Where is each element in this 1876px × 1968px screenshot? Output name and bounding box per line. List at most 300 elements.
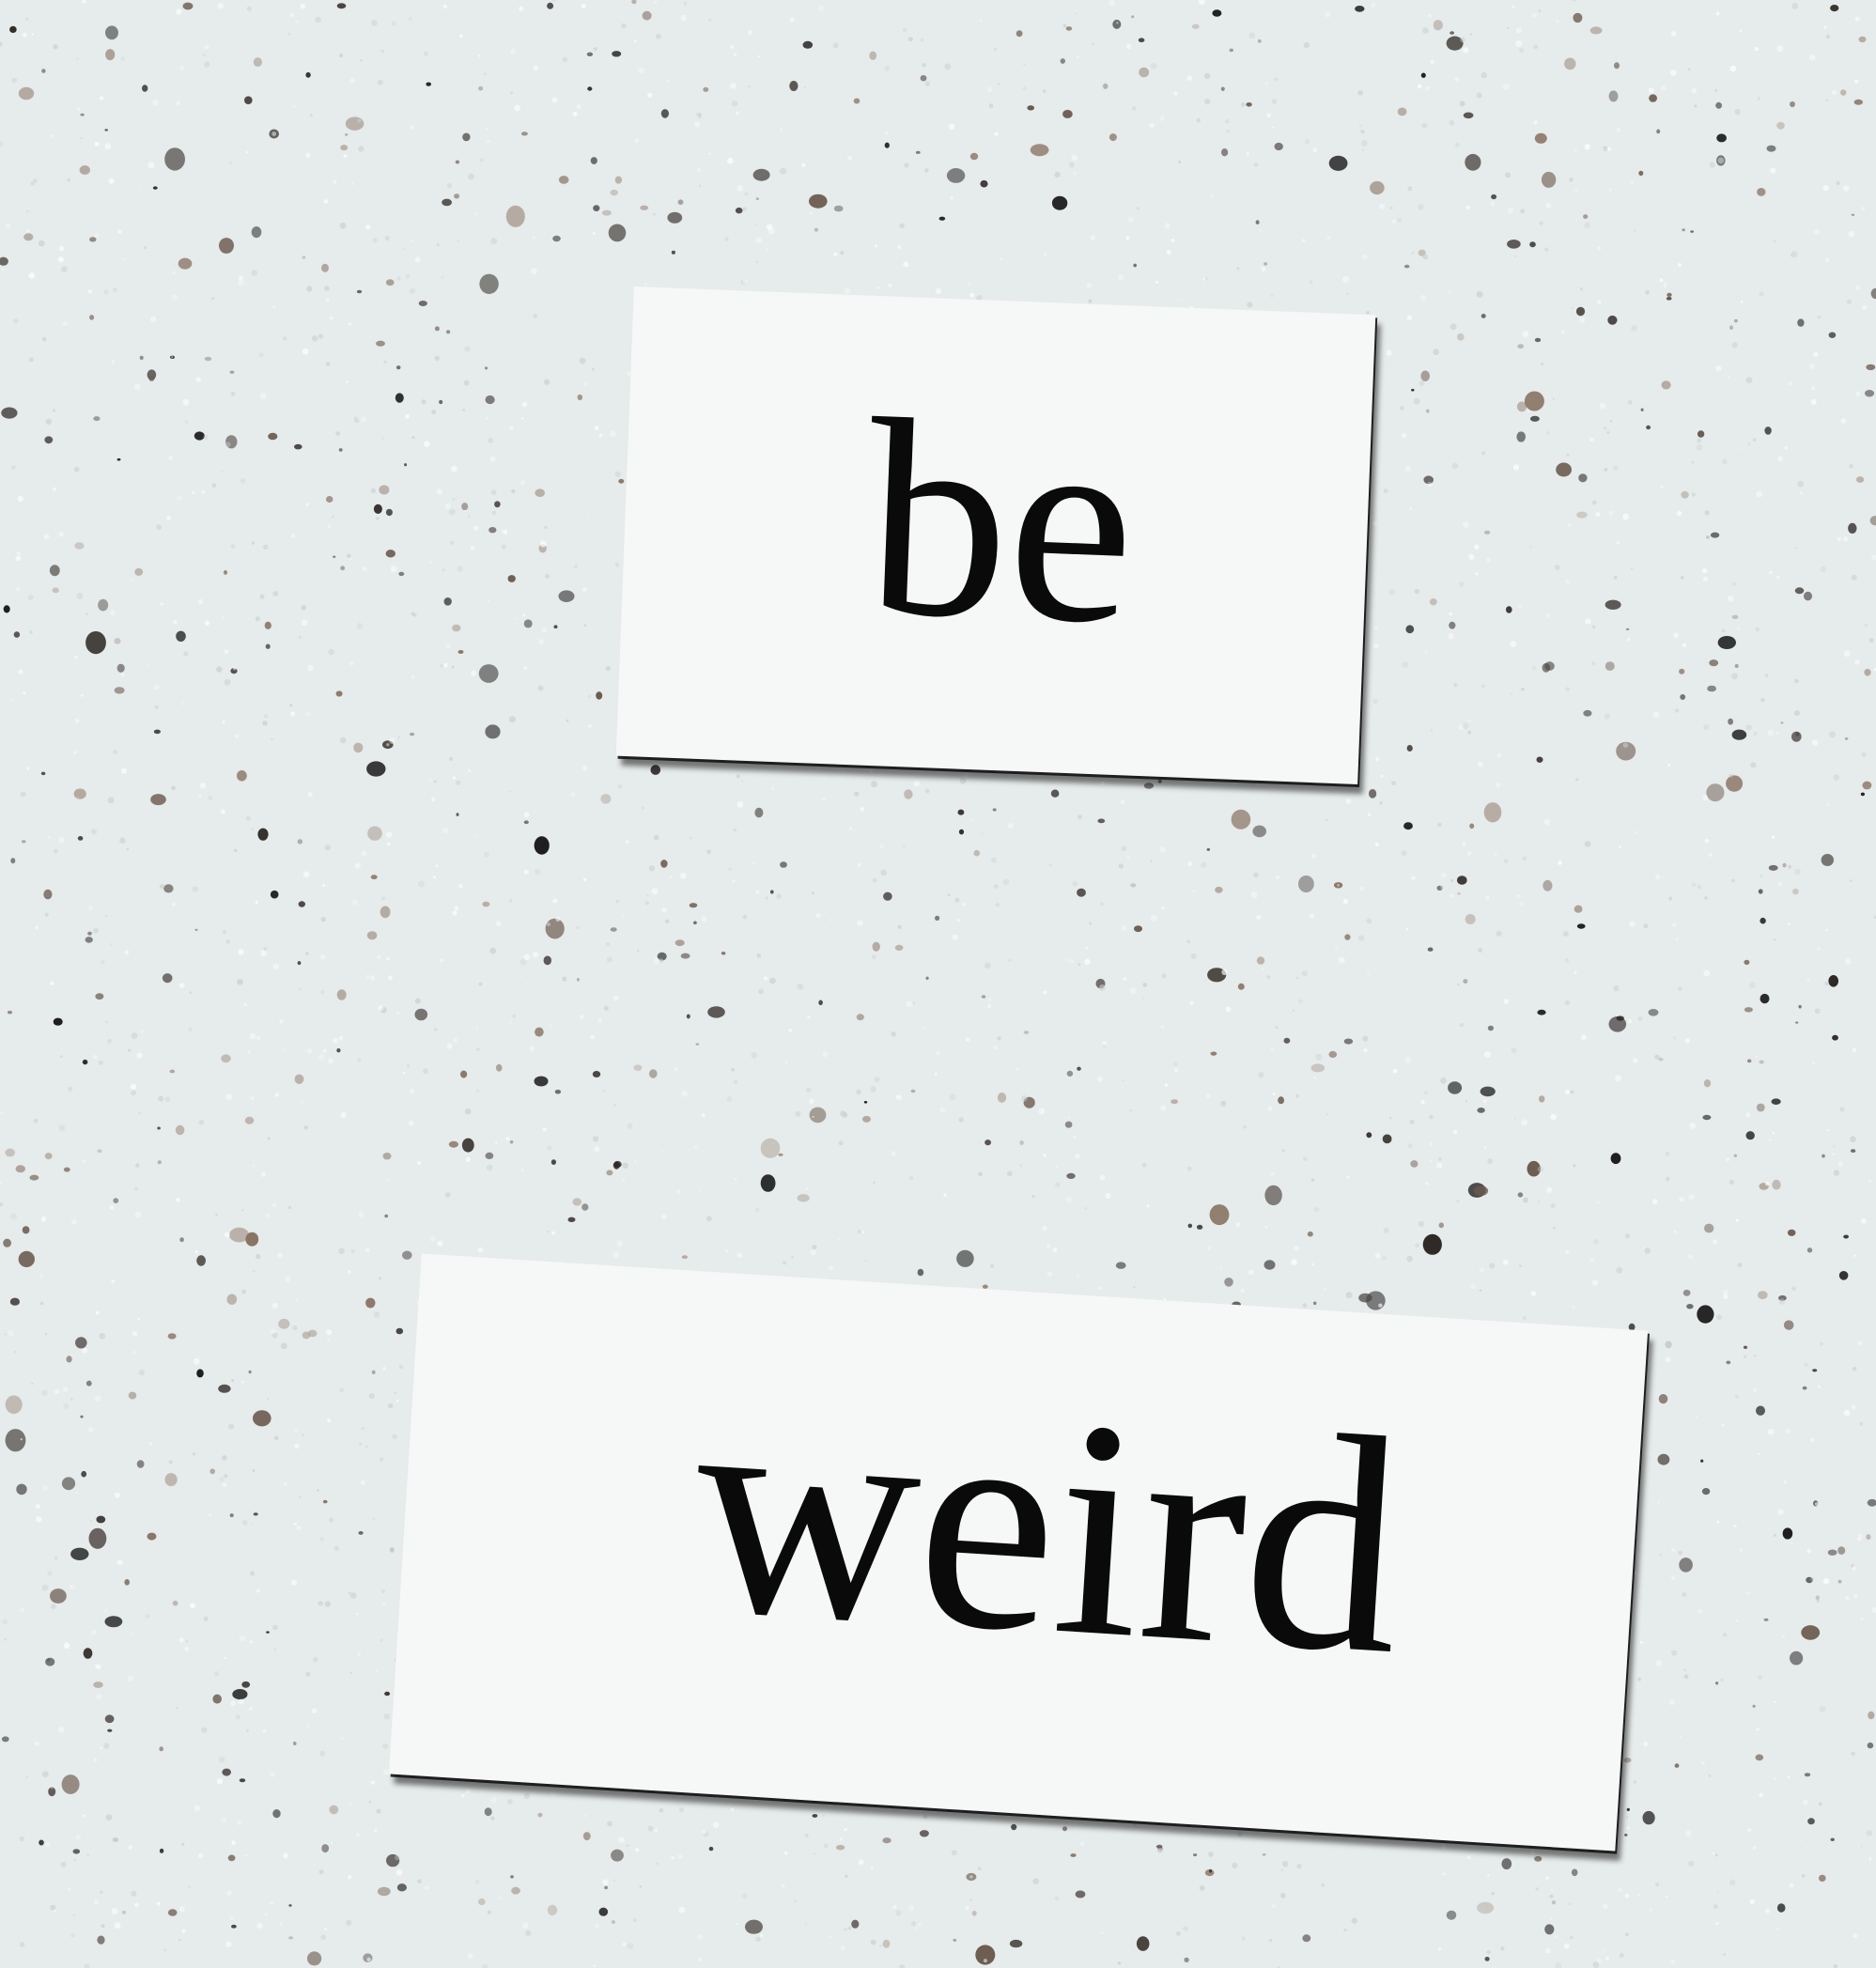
speckle — [958, 810, 965, 815]
speckle — [1423, 1234, 1442, 1255]
surface-grain — [1273, 1092, 1276, 1095]
surface-grain — [1750, 1899, 1755, 1904]
speckle — [1502, 1858, 1512, 1869]
speckle — [578, 395, 582, 400]
speckle — [1578, 473, 1587, 482]
speckle — [1804, 592, 1812, 601]
surface-grain — [39, 1275, 43, 1278]
speckle — [1366, 1132, 1372, 1138]
surface-grain — [1258, 1072, 1264, 1077]
surface-grain — [1853, 1255, 1855, 1257]
surface-grain — [193, 1452, 196, 1456]
surface-grain — [1765, 1182, 1769, 1185]
surface-grain — [440, 958, 443, 962]
speckle — [78, 836, 84, 841]
surface-grain — [272, 1303, 278, 1309]
surface-grain — [1745, 1112, 1750, 1117]
surface-grain — [1438, 1947, 1441, 1950]
speckle — [1576, 512, 1587, 519]
surface-grain — [906, 1001, 912, 1008]
surface-grain — [1211, 195, 1214, 198]
speckle — [510, 1875, 514, 1878]
surface-grain — [969, 1875, 972, 1878]
surface-grain — [1655, 1883, 1659, 1886]
surface-grain — [522, 613, 525, 616]
surface-grain — [835, 1803, 838, 1805]
surface-grain — [99, 1061, 103, 1065]
surface-grain — [1592, 501, 1597, 505]
surface-grain — [411, 612, 415, 615]
surface-grain — [1607, 147, 1611, 151]
surface-grain — [16, 587, 20, 591]
speckle — [1682, 228, 1684, 231]
speckle — [1807, 1818, 1815, 1824]
surface-grain — [1513, 464, 1519, 470]
surface-grain — [1685, 1038, 1690, 1043]
magnet-word-be: be — [861, 360, 1140, 683]
speckle — [305, 72, 310, 78]
surface-grain — [221, 810, 225, 814]
surface-grain — [1467, 851, 1471, 855]
surface-grain — [248, 1051, 251, 1054]
surface-grain — [396, 1869, 403, 1876]
speckle — [1803, 1387, 1807, 1390]
surface-grain — [1703, 577, 1708, 581]
surface-grain — [1723, 1953, 1726, 1956]
surface-grain — [326, 362, 331, 366]
surface-grain — [833, 42, 839, 48]
surface-grain — [461, 1794, 465, 1798]
speckle — [693, 922, 697, 925]
surface-grain — [649, 865, 655, 871]
surface-grain — [35, 1742, 39, 1746]
surface-grain — [1208, 1852, 1213, 1856]
speckle — [1865, 390, 1874, 396]
surface-grain — [1713, 1852, 1714, 1854]
surface-grain — [171, 786, 176, 791]
surface-grain — [1249, 33, 1255, 39]
speckle — [1311, 1063, 1326, 1072]
surface-grain — [1128, 217, 1134, 223]
surface-grain — [96, 1311, 100, 1315]
speckle — [1543, 880, 1552, 891]
surface-grain — [381, 50, 384, 53]
surface-grain — [272, 1625, 278, 1631]
speckle — [444, 597, 452, 606]
surface-grain — [83, 1159, 86, 1163]
surface-grain — [121, 768, 127, 774]
surface-grain — [33, 178, 38, 183]
surface-grain — [346, 1920, 351, 1926]
speckle — [1543, 663, 1551, 673]
surface-grain — [1483, 1099, 1487, 1103]
speckle — [0, 257, 8, 266]
surface-grain — [74, 1859, 77, 1862]
surface-grain — [1565, 579, 1570, 583]
speckle — [761, 1174, 776, 1192]
speckle — [105, 25, 118, 39]
surface-grain — [1827, 1129, 1830, 1132]
speckle — [1756, 1406, 1765, 1416]
surface-grain — [857, 920, 863, 926]
surface-grain — [806, 1187, 808, 1189]
surface-grain — [1080, 1841, 1085, 1846]
surface-grain — [1631, 182, 1633, 184]
surface-grain — [379, 1277, 381, 1279]
surface-grain — [1812, 740, 1818, 746]
speckle — [1764, 1619, 1769, 1621]
surface-grain — [1160, 116, 1165, 121]
surface-grain — [1503, 84, 1510, 90]
surface-grain — [1845, 958, 1851, 964]
surface-grain — [1078, 814, 1082, 819]
surface-grain — [1823, 185, 1829, 191]
surface-grain — [1295, 1094, 1299, 1098]
speckle — [1852, 214, 1854, 216]
surface-grain — [1605, 713, 1610, 719]
surface-grain — [1291, 1259, 1297, 1265]
surface-grain — [204, 61, 209, 67]
speckle — [1726, 1361, 1730, 1365]
surface-grain — [1514, 256, 1516, 257]
surface-grain — [1570, 1091, 1574, 1094]
speckle — [1430, 598, 1437, 605]
surface-grain — [294, 1444, 299, 1449]
speckle — [1758, 1291, 1768, 1299]
surface-grain — [571, 792, 576, 797]
surface-grain — [281, 1343, 287, 1350]
surface-grain — [256, 1254, 260, 1259]
speckle — [593, 1071, 600, 1077]
surface-grain — [127, 848, 129, 850]
speckle — [1772, 1180, 1780, 1190]
surface-grain — [1635, 831, 1638, 835]
surface-grain — [329, 431, 331, 433]
speckle — [535, 836, 550, 854]
surface-grain — [415, 257, 421, 263]
surface-grain — [348, 1875, 351, 1879]
speckle — [885, 143, 890, 148]
surface-grain — [77, 108, 80, 111]
surface-grain — [1791, 1286, 1796, 1291]
surface-grain — [1523, 857, 1527, 860]
surface-grain — [903, 845, 905, 847]
speckle — [1061, 58, 1065, 64]
surface-grain — [1449, 633, 1454, 639]
surface-grain — [880, 870, 887, 876]
surface-grain — [1378, 1304, 1382, 1308]
speckle — [371, 875, 378, 879]
surface-grain — [1177, 299, 1179, 301]
surface-grain — [1826, 100, 1829, 102]
surface-grain — [1380, 775, 1383, 778]
surface-grain — [1774, 938, 1775, 940]
speckle — [1313, 1302, 1316, 1306]
surface-grain — [1512, 1047, 1517, 1053]
surface-grain — [329, 1518, 333, 1523]
surface-grain — [1558, 860, 1562, 865]
speckle — [23, 233, 33, 240]
speckle — [1066, 26, 1072, 31]
speckle — [568, 1217, 576, 1222]
surface-grain — [203, 435, 209, 441]
surface-grain — [418, 881, 425, 888]
surface-grain — [85, 612, 88, 615]
surface-grain — [1855, 17, 1860, 22]
surface-grain — [756, 238, 763, 244]
speckle — [157, 1127, 161, 1130]
surface-grain — [1580, 287, 1583, 290]
speckle — [1837, 1546, 1845, 1555]
surface-grain — [471, 546, 475, 550]
speckle — [1484, 531, 1490, 535]
speckle — [1529, 241, 1536, 247]
speckle — [4, 605, 10, 612]
surface-grain — [1410, 508, 1412, 510]
surface-grain — [840, 1837, 843, 1840]
surface-grain — [1652, 1199, 1658, 1204]
surface-grain — [1101, 782, 1105, 785]
speckle — [1481, 314, 1486, 318]
surface-grain — [1519, 48, 1524, 53]
surface-grain — [1688, 1861, 1694, 1867]
surface-grain — [1265, 1226, 1268, 1229]
surface-grain — [1545, 1877, 1548, 1880]
surface-grain — [1671, 1576, 1675, 1580]
speckle — [154, 730, 161, 735]
surface-grain — [385, 236, 390, 240]
surface-grain — [166, 516, 171, 520]
surface-grain — [653, 213, 656, 216]
surface-grain — [382, 1743, 388, 1749]
surface-grain — [396, 1400, 399, 1402]
surface-grain — [54, 1389, 59, 1394]
surface-grain — [936, 1051, 939, 1055]
surface-grain — [1779, 1298, 1786, 1305]
surface-grain — [350, 1592, 357, 1599]
surface-grain — [743, 279, 748, 284]
surface-grain — [680, 15, 687, 22]
speckle — [1439, 1222, 1444, 1228]
speckle — [1144, 783, 1154, 788]
word-magnet-weird[interactable] — [389, 1253, 1648, 1851]
surface-grain — [256, 1036, 261, 1041]
surface-grain — [202, 490, 205, 493]
speckle — [618, 479, 624, 484]
surface-grain — [156, 524, 162, 530]
surface-grain — [452, 498, 455, 501]
surface-grain — [1362, 149, 1364, 151]
speckle — [615, 177, 622, 184]
surface-grain — [1487, 1950, 1491, 1954]
surface-grain — [1507, 27, 1509, 29]
speckle — [196, 1255, 206, 1265]
surface-grain — [766, 897, 768, 900]
speckle — [661, 109, 669, 118]
surface-grain — [1597, 1201, 1600, 1203]
surface-grain — [1536, 1887, 1539, 1890]
speckle — [1525, 392, 1544, 411]
surface-grain — [1134, 1824, 1136, 1826]
speckle — [809, 194, 828, 209]
speckle — [538, 1813, 543, 1818]
surface-grain — [1532, 13, 1537, 18]
surface-grain — [1270, 1171, 1274, 1175]
speckle — [293, 1742, 297, 1745]
surface-grain — [998, 1036, 1001, 1040]
surface-grain — [468, 1953, 473, 1959]
surface-grain — [756, 953, 761, 958]
surface-grain — [1572, 1306, 1574, 1309]
speckle — [147, 1533, 157, 1541]
surface-grain — [525, 1930, 531, 1936]
surface-grain — [320, 954, 326, 960]
surface-grain — [1054, 172, 1060, 178]
surface-grain — [1605, 1957, 1609, 1960]
surface-grain — [111, 1279, 115, 1283]
surface-grain — [948, 893, 951, 896]
speckle — [1707, 686, 1716, 692]
surface-grain — [75, 719, 80, 723]
surface-grain — [339, 1036, 343, 1040]
surface-grain — [327, 1418, 331, 1422]
surface-grain — [1042, 1226, 1047, 1232]
surface-grain — [552, 0, 556, 2]
surface-grain — [1794, 679, 1799, 684]
surface-grain — [1811, 399, 1817, 405]
surface-grain — [117, 1559, 123, 1565]
surface-grain — [176, 1198, 180, 1202]
surface-grain — [17, 551, 21, 555]
surface-grain — [773, 1142, 775, 1144]
surface-grain — [996, 903, 1000, 907]
surface-grain — [1393, 1069, 1398, 1074]
surface-grain — [1533, 44, 1538, 49]
speckle — [1702, 1488, 1710, 1495]
surface-grain — [1165, 223, 1171, 228]
surface-grain — [19, 1836, 24, 1842]
surface-grain — [1722, 629, 1725, 632]
surface-grain — [225, 679, 231, 686]
surface-grain — [294, 1523, 297, 1526]
surface-grain — [911, 776, 913, 778]
word-magnet-be[interactable] — [616, 287, 1376, 784]
speckle — [1756, 1755, 1764, 1761]
speckle — [95, 993, 103, 999]
surface-grain — [1685, 1831, 1691, 1836]
surface-grain — [1484, 1051, 1491, 1058]
surface-grain — [1869, 1857, 1872, 1860]
speckle — [904, 789, 912, 798]
surface-grain — [698, 115, 702, 118]
surface-grain — [183, 651, 188, 656]
speckle — [266, 1631, 270, 1633]
speckle — [591, 157, 597, 164]
surface-grain — [1456, 1200, 1459, 1202]
surface-grain — [1784, 1480, 1787, 1483]
surface-grain — [1656, 1660, 1663, 1666]
speckle — [1788, 1230, 1796, 1236]
surface-grain — [509, 426, 513, 429]
surface-grain — [751, 1052, 757, 1059]
surface-grain — [1310, 281, 1313, 285]
surface-grain — [21, 1438, 23, 1440]
surface-grain — [437, 1241, 442, 1247]
surface-grain — [1204, 73, 1210, 79]
surface-grain — [950, 1093, 956, 1100]
speckle — [1, 408, 17, 419]
surface-grain — [465, 1108, 472, 1115]
surface-grain — [231, 392, 236, 396]
surface-grain — [1171, 239, 1175, 242]
surface-grain — [1373, 643, 1378, 648]
surface-grain — [11, 466, 15, 470]
surface-grain — [582, 766, 588, 771]
speckle — [1706, 783, 1724, 801]
surface-grain — [1756, 491, 1762, 498]
surface-grain — [847, 156, 852, 161]
surface-grain — [511, 489, 515, 493]
surface-grain — [552, 98, 558, 103]
surface-grain — [903, 261, 908, 267]
surface-grain — [1358, 936, 1364, 941]
surface-grain — [268, 1138, 271, 1140]
surface-grain — [1813, 229, 1820, 236]
speckle — [45, 1153, 53, 1159]
surface-grain — [598, 434, 602, 438]
speckle — [1457, 333, 1465, 341]
surface-grain — [791, 1256, 793, 1258]
speckle — [602, 210, 612, 216]
surface-grain — [445, 504, 451, 509]
surface-grain — [809, 1098, 814, 1104]
surface-grain — [870, 1086, 876, 1092]
surface-grain — [376, 1809, 380, 1814]
surface-grain — [1484, 1146, 1487, 1149]
surface-grain — [74, 467, 80, 473]
surface-grain — [970, 818, 973, 821]
surface-grain — [63, 1403, 69, 1409]
speckle — [105, 1714, 115, 1723]
surface-grain — [489, 948, 496, 954]
surface-grain — [240, 1635, 246, 1642]
surface-grain — [1116, 22, 1119, 24]
surface-grain — [1592, 626, 1596, 629]
speckle — [237, 770, 247, 782]
surface-grain — [1101, 1932, 1104, 1935]
surface-grain — [1570, 1936, 1574, 1940]
surface-grain — [1786, 1429, 1791, 1434]
surface-grain — [1606, 431, 1609, 434]
surface-grain — [42, 1485, 48, 1491]
surface-grain — [695, 114, 698, 116]
surface-grain — [1474, 545, 1479, 550]
surface-grain — [1704, 896, 1707, 899]
surface-grain — [1631, 325, 1637, 332]
surface-grain — [365, 1446, 368, 1449]
surface-grain — [1550, 1918, 1552, 1920]
surface-grain — [921, 38, 924, 41]
surface-grain — [184, 1647, 189, 1651]
speckle — [84, 1648, 93, 1659]
surface-grain — [1736, 1218, 1739, 1221]
surface-grain — [305, 153, 311, 159]
surface-grain — [797, 984, 803, 990]
speckle — [1457, 876, 1467, 884]
surface-grain — [782, 1884, 785, 1888]
surface-grain — [222, 617, 224, 619]
surface-grain — [410, 287, 416, 294]
